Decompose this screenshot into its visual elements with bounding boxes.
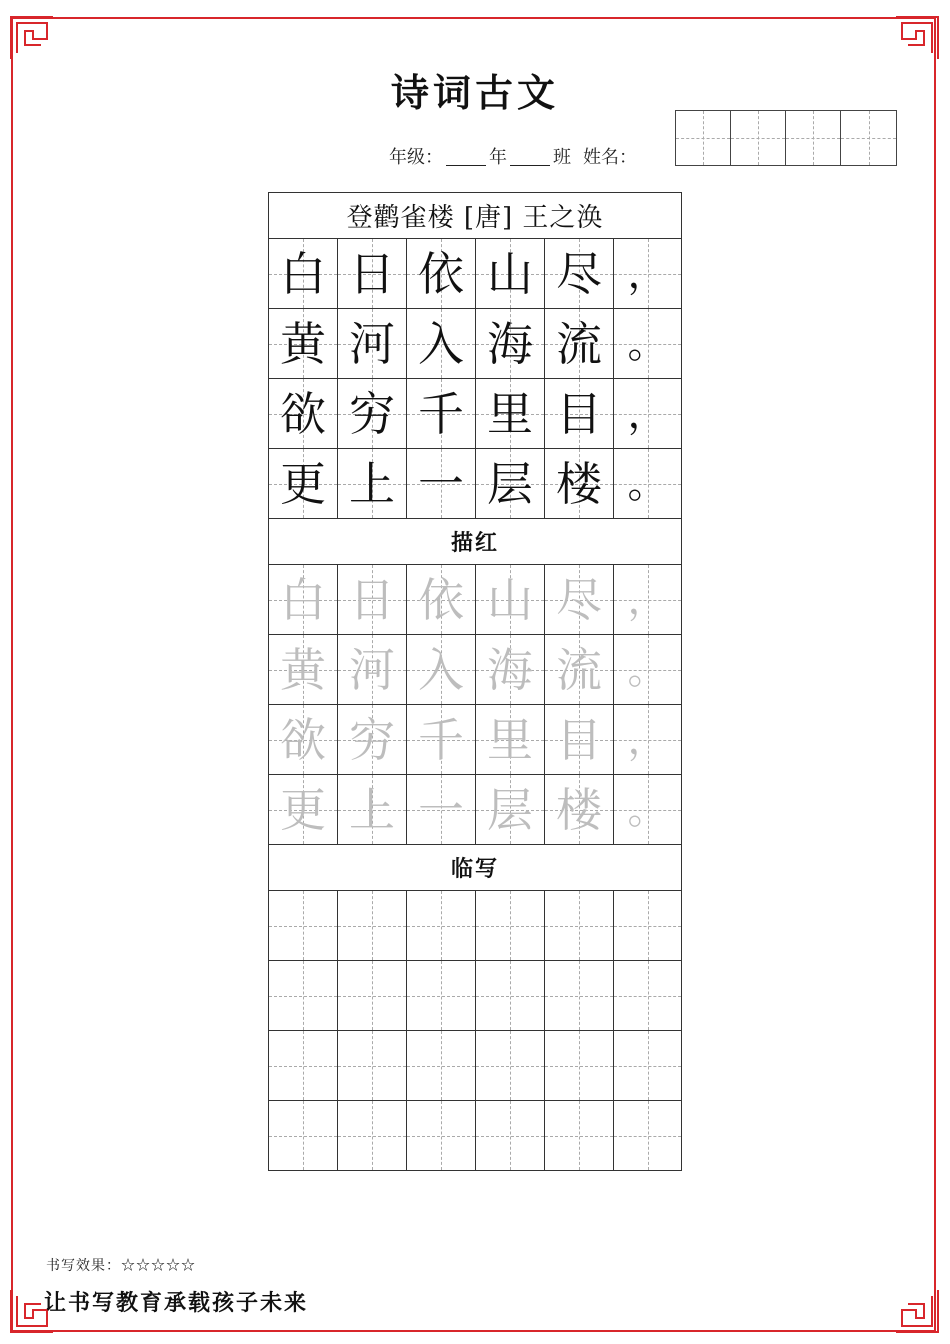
- tianzige-cell[interactable]: [614, 1101, 681, 1170]
- poem-character: 楼: [556, 456, 602, 511]
- tianzige-cell: [545, 309, 614, 378]
- tianzige-cell: [545, 705, 614, 774]
- poem-character: 黄: [280, 642, 326, 697]
- trace-row: [269, 635, 681, 705]
- poem-title: 登鹳雀楼 [唐] 王之涣: [346, 203, 604, 233]
- name-box[interactable]: [841, 111, 896, 165]
- tianzige-cell[interactable]: [545, 1101, 614, 1170]
- poem-character: 更: [280, 782, 326, 837]
- tianzige-cell[interactable]: [476, 1101, 545, 1170]
- name-box[interactable]: [731, 111, 786, 165]
- tianzige-cell: [614, 775, 681, 844]
- tianzige-cell: [269, 635, 338, 704]
- tianzige-cell[interactable]: [338, 961, 407, 1030]
- tianzige-cell: [545, 379, 614, 448]
- tianzige-cell[interactable]: [614, 961, 681, 1030]
- name-box[interactable]: [676, 111, 731, 165]
- name-box[interactable]: [786, 111, 841, 165]
- tianzige-cell: [614, 239, 681, 308]
- tianzige-cell: [476, 565, 545, 634]
- tianzige-cell: [338, 635, 407, 704]
- tianzige-cell: [407, 775, 476, 844]
- poem-character: 。: [627, 646, 668, 693]
- tianzige-cell[interactable]: [407, 961, 476, 1030]
- tianzige-cell: [338, 379, 407, 448]
- poem-character: 尽: [556, 246, 602, 301]
- poem-character: 千: [418, 386, 464, 441]
- class-label: 班: [553, 147, 571, 168]
- poem-character: 白: [280, 246, 326, 301]
- tianzige-cell[interactable]: [614, 1031, 681, 1100]
- poem-character: ，: [627, 716, 668, 763]
- tianzige-cell: [545, 635, 614, 704]
- tianzige-cell: [269, 449, 338, 518]
- tianzige-cell[interactable]: [614, 891, 681, 960]
- tianzige-cell: [407, 565, 476, 634]
- tianzige-cell[interactable]: [545, 961, 614, 1030]
- class-blank[interactable]: [510, 147, 550, 166]
- poem-character: 层: [487, 782, 533, 837]
- slogan: 让书写教育承载孩子未来: [44, 1290, 309, 1316]
- tianzige-cell: [614, 379, 681, 448]
- poem-character: 欲: [280, 712, 326, 767]
- tianzige-cell[interactable]: [545, 1031, 614, 1100]
- tianzige-cell: [269, 705, 338, 774]
- trace-row: [269, 775, 681, 844]
- tianzige-cell: [269, 775, 338, 844]
- poem-character: 上: [349, 456, 395, 511]
- tianzige-cell: [476, 635, 545, 704]
- poem-character: 山: [487, 572, 533, 627]
- grade-blank[interactable]: [446, 147, 486, 166]
- tianzige-cell: [614, 309, 681, 378]
- tianzige-cell[interactable]: [407, 1031, 476, 1100]
- poem-character: 更: [280, 456, 326, 511]
- poem-character: 入: [418, 642, 464, 697]
- poem-character: 日: [349, 572, 395, 627]
- poem-character: 欲: [280, 386, 326, 441]
- copy-header: [269, 844, 681, 891]
- poem-character: 流: [556, 642, 602, 697]
- tianzige-cell[interactable]: [269, 891, 338, 960]
- poem-character: 里: [487, 386, 533, 441]
- poem-character: 海: [487, 316, 533, 371]
- tianzige-cell[interactable]: [269, 1101, 338, 1170]
- model-row: [269, 449, 681, 518]
- corner-ornament-top-left: [9, 15, 55, 61]
- poem-character: 海: [487, 642, 533, 697]
- tianzige-cell: [338, 309, 407, 378]
- tianzige-cell: [545, 449, 614, 518]
- poem-character: 层: [487, 456, 533, 511]
- name-writing-boxes[interactable]: [675, 110, 897, 166]
- tianzige-cell: [407, 309, 476, 378]
- tianzige-cell: [269, 309, 338, 378]
- poem-character: 流: [556, 316, 602, 371]
- tianzige-cell[interactable]: [407, 1101, 476, 1170]
- poem-character: 尽: [556, 572, 602, 627]
- poem-character: ，: [627, 250, 668, 297]
- practice-grid: [268, 192, 682, 1171]
- poem-character: 目: [556, 712, 602, 767]
- poem-character: 上: [349, 782, 395, 837]
- tianzige-cell: [407, 379, 476, 448]
- tianzige-cell[interactable]: [338, 891, 407, 960]
- poem-character: 依: [418, 246, 464, 301]
- corner-ornament-bottom-right: [894, 1288, 940, 1334]
- tianzige-cell: [407, 635, 476, 704]
- poem-character: 穷: [349, 712, 395, 767]
- tianzige-cell: [614, 565, 681, 634]
- tianzige-cell[interactable]: [476, 1031, 545, 1100]
- tianzige-cell: [338, 705, 407, 774]
- tianzige-cell[interactable]: [269, 1031, 338, 1100]
- model-row: [269, 379, 681, 449]
- tianzige-cell: [545, 565, 614, 634]
- tianzige-cell: [269, 239, 338, 308]
- tianzige-cell: [338, 775, 407, 844]
- trace-header: [269, 518, 681, 565]
- copy-row: [269, 891, 681, 961]
- model-section: [269, 239, 681, 518]
- tianzige-cell: [476, 449, 545, 518]
- poem-character: 楼: [556, 782, 602, 837]
- tianzige-cell: [338, 565, 407, 634]
- tianzige-cell[interactable]: [338, 1101, 407, 1170]
- tianzige-cell: [476, 775, 545, 844]
- poem-character: 山: [487, 246, 533, 301]
- poem-character: 白: [280, 572, 326, 627]
- poem-character: ，: [627, 576, 668, 623]
- poem-character: 一: [418, 782, 464, 837]
- copy-row: [269, 961, 681, 1031]
- model-row: [269, 239, 681, 309]
- tianzige-cell: [407, 239, 476, 308]
- trace-label: 描红: [450, 530, 499, 556]
- tianzige-cell: [476, 705, 545, 774]
- tianzige-cell[interactable]: [338, 1031, 407, 1100]
- corner-ornament-top-right: [894, 15, 940, 61]
- tianzige-cell: [545, 775, 614, 844]
- poem-character: 河: [349, 642, 395, 697]
- model-row: [269, 309, 681, 379]
- poem-character: 。: [627, 460, 668, 507]
- tianzige-cell: [407, 449, 476, 518]
- poem-character: 依: [418, 572, 464, 627]
- tianzige-cell: [269, 565, 338, 634]
- trace-section: [269, 565, 681, 844]
- tianzige-cell[interactable]: [407, 891, 476, 960]
- poem-character: ，: [627, 390, 668, 437]
- tianzige-cell: [338, 449, 407, 518]
- writing-rating: 书写效果：☆☆☆☆☆: [46, 1258, 196, 1274]
- tianzige-cell: [407, 705, 476, 774]
- poem-character: 。: [627, 786, 668, 833]
- trace-row: [269, 565, 681, 635]
- trace-row: [269, 705, 681, 775]
- copy-row: [269, 1031, 681, 1101]
- tianzige-cell: [614, 635, 681, 704]
- student-info-line: [389, 143, 637, 169]
- grade-label: 年级：: [389, 147, 443, 168]
- tianzige-cell: [614, 705, 681, 774]
- tianzige-cell[interactable]: [476, 961, 545, 1030]
- poem-character: 入: [418, 316, 464, 371]
- poem-character: 千: [418, 712, 464, 767]
- poem-character: 河: [349, 316, 395, 371]
- poem-character: 里: [487, 712, 533, 767]
- tianzige-cell[interactable]: [476, 891, 545, 960]
- poem-character: 日: [349, 246, 395, 301]
- tianzige-cell: [614, 449, 681, 518]
- tianzige-cell[interactable]: [269, 961, 338, 1030]
- poem-title-row: [269, 193, 681, 239]
- tianzige-cell[interactable]: [545, 891, 614, 960]
- tianzige-cell: [476, 309, 545, 378]
- copy-row: [269, 1101, 681, 1170]
- year-label: 年: [489, 147, 507, 168]
- copy-section: [269, 891, 681, 1170]
- poem-character: 黄: [280, 316, 326, 371]
- tianzige-cell: [269, 379, 338, 448]
- poem-character: 。: [627, 320, 668, 367]
- poem-character: 穷: [349, 386, 395, 441]
- name-label: 姓名：: [583, 147, 637, 168]
- copy-label: 临写: [450, 856, 499, 882]
- poem-character: 目: [556, 386, 602, 441]
- tianzige-cell: [476, 239, 545, 308]
- poem-character: 一: [418, 456, 464, 511]
- tianzige-cell: [338, 239, 407, 308]
- page-title: 诗词古文: [390, 70, 559, 115]
- tianzige-cell: [545, 239, 614, 308]
- tianzige-cell: [476, 379, 545, 448]
